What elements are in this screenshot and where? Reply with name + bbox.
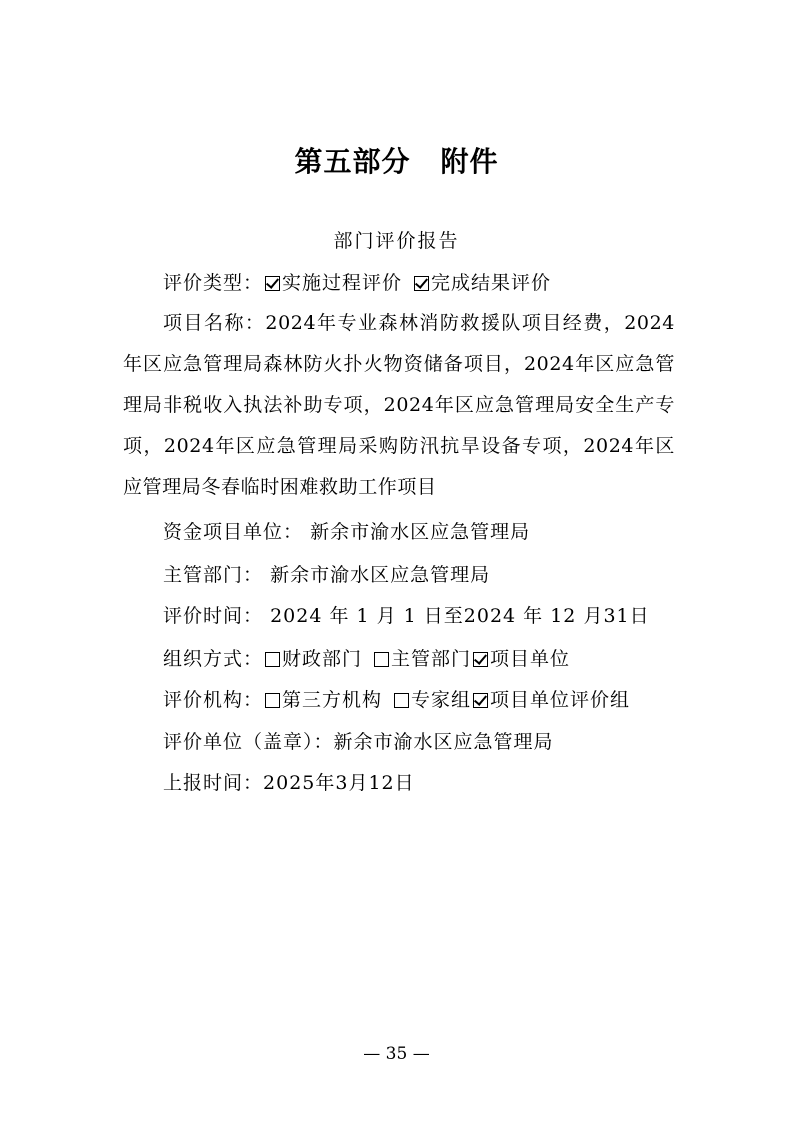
dept-value: 新余市渝水区应急管理局 — [270, 564, 491, 586]
report-subtitle: 部门评价报告 — [333, 230, 460, 252]
fund-unit-value: 新余市渝水区应急管理局 — [310, 521, 531, 543]
org-method-label: 组织方式： — [163, 648, 264, 670]
title-name: 附件 — [440, 145, 499, 178]
report-time-label: 上报时间： — [163, 772, 264, 794]
eval-unit-row — [163, 727, 554, 754]
checkbox-expert-group[interactable] — [394, 693, 409, 708]
checkbox-third-party[interactable] — [265, 693, 280, 708]
eval-time-label: 评价时间： — [163, 605, 264, 627]
option-third-party: 第三方机构 — [282, 689, 383, 711]
eval-time-row — [163, 601, 650, 628]
fund-unit-row — [163, 517, 530, 544]
checkbox-finance-dept[interactable] — [265, 652, 280, 667]
dept-row — [163, 560, 490, 587]
dept-label: 主管部门： — [163, 564, 264, 586]
option-project-eval-group: 项目单位评价组 — [490, 689, 631, 711]
project-label: 项目名称： — [163, 312, 266, 334]
fund-unit-label: 资金项目单位： — [163, 521, 304, 543]
page-number: — 35 — — [363, 1044, 430, 1064]
option-expert-group: 专家组 — [411, 689, 472, 711]
project-name-paragraph — [123, 303, 675, 508]
org-method-row — [163, 644, 570, 671]
checkbox-project-unit[interactable] — [473, 652, 488, 667]
eval-unit-value: 新余市渝水区应急管理局 — [333, 731, 554, 753]
eval-time-value: 2024 年 1 月 1 日至2024 年 12 月31日 — [270, 605, 650, 627]
checkbox-project-eval-group[interactable] — [473, 693, 488, 708]
option-supervising-dept: 主管部门 — [391, 648, 472, 670]
report-time-value: 2025年3月12日 — [263, 772, 415, 794]
checkbox-supervising-dept[interactable] — [374, 652, 389, 667]
project-text: 2024年专业森林消防救援队项目经费，2024年区应急管理局森林防火扑火物资储备项目，2024年区应急管理局非税收入执法补助专项，2024年区应急管理局安全生产专项，2024年区应急管理局采购防汛抗旱设备专项，2024年区应管理局冬春临时困难救助工作项目 — [123, 312, 675, 498]
option-process-eval: 实施过程评价 — [282, 272, 403, 294]
title-part: 第五部分 — [294, 145, 411, 178]
eval-type-label: 评价类型： — [163, 272, 264, 294]
checkbox-result-eval[interactable] — [414, 276, 429, 291]
option-project-unit: 项目单位 — [490, 648, 571, 670]
report-time-row — [163, 768, 415, 795]
option-finance-dept: 财政部门 — [282, 648, 363, 670]
page-title — [0, 140, 793, 180]
eval-org-label: 评价机构： — [163, 689, 264, 711]
option-result-eval: 完成结果评价 — [431, 272, 552, 294]
eval-org-row — [163, 685, 630, 712]
eval-type-row — [163, 268, 551, 295]
eval-unit-label: 评价单位（盖章）： — [163, 731, 334, 753]
checkbox-process-eval[interactable] — [265, 276, 280, 291]
